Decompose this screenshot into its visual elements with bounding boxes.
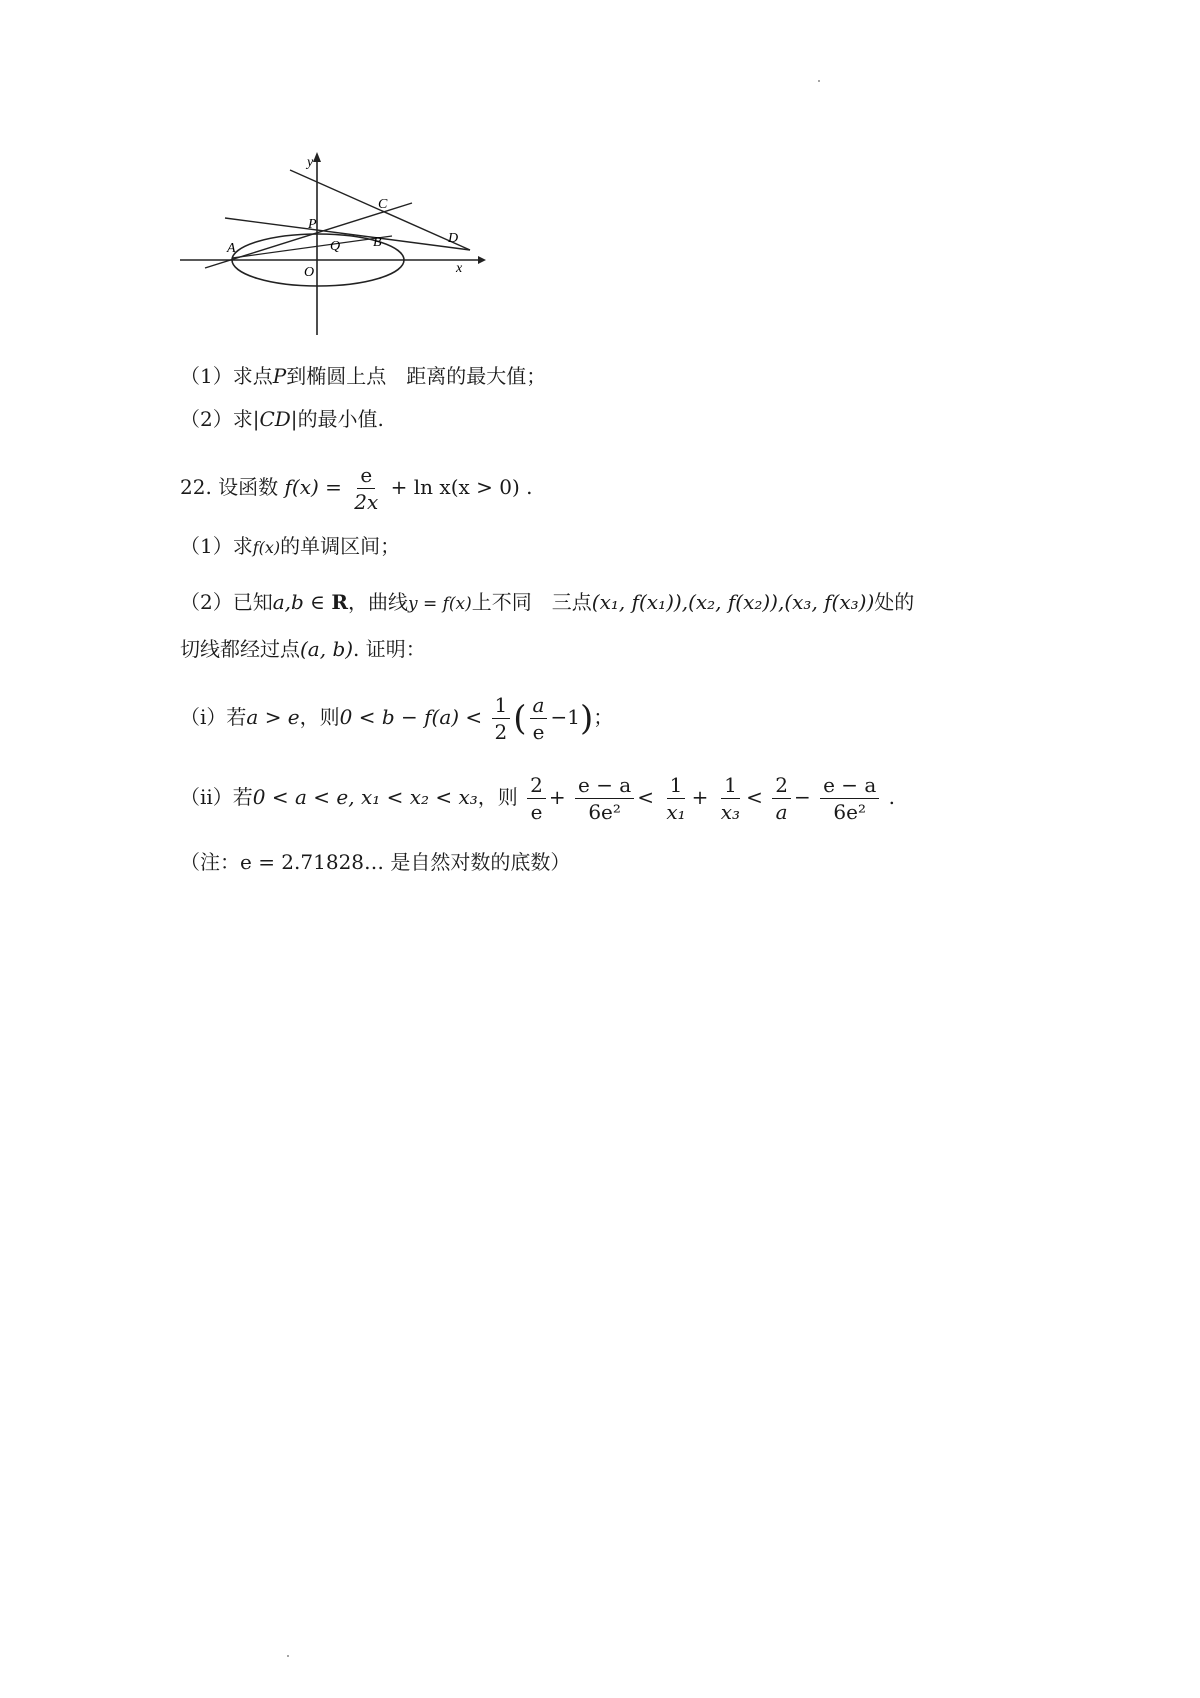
ellipse-figure-svg: [180, 140, 540, 350]
ellipse-figure: [180, 140, 540, 350]
q21-part1: （1）求点P到椭圆上点 距离的最大值；: [180, 364, 547, 388]
speck-top: [818, 80, 820, 82]
label-q: Q: [330, 239, 341, 254]
fraction: $\frac{a}{e}$: [530, 692, 548, 745]
q22-part2-line1: （2）已知a,b ∈ R，曲线y = f(x)上不同 三点(x₁, f(x₁)),(x₂, f(x₂)),(x₃, f(x₃))处的: [180, 590, 915, 614]
fraction: $\frac{2}{a}$: [772, 772, 791, 825]
q22-sub2: （ⅱ）若0 < a < e, x₁ < x₂ < x₃，则 $\frac{2}{e}$ + $\frac{e - a}{\text{6e²}}$ < $\frac{1}{\text{x₁}}$ + $\frac{1}{\text{x₃}}$ < $\frac{2}{a}$ − $\frac{e - a}{\text{6e²}}$ .: [180, 773, 896, 824]
q22-part2-line2: 切线都经过点(a, b). 证明：: [180, 637, 426, 661]
fraction: $\frac{2}{e}$: [527, 772, 546, 825]
label-o: O: [304, 265, 315, 280]
label-x: x: [456, 261, 463, 276]
label-c: C: [378, 197, 388, 212]
label-p: P: [308, 217, 317, 232]
speck-bottom: [287, 1655, 289, 1657]
fraction: $\frac{e - a}{\text{6e²}}$: [575, 772, 634, 825]
label-y: y: [307, 155, 314, 170]
fraction: $\frac{1}{2}$: [492, 692, 511, 745]
fraction: $\frac{e}{2x}$: [354, 463, 379, 514]
label-a: A: [227, 241, 236, 256]
q22-stem: 22. 设函数 f(x) = $\frac{e}{2x}$ + ln x(x > 0) .: [180, 463, 533, 514]
x-axis-arrow: [478, 256, 486, 264]
chord-ab: [232, 236, 392, 258]
q22-part1: （1）求f(x)的单调区间；: [180, 534, 401, 558]
fraction: $\frac{e - a}{\text{6e²}}$: [820, 772, 879, 825]
fraction: $\frac{1}{\text{x₃}}$: [720, 773, 741, 824]
q21-part2: （2）求|CD|的最小值.: [180, 407, 384, 431]
q22-note: （注：e = 2.71828… 是自然对数的底数）: [180, 850, 571, 874]
label-b: B: [373, 235, 382, 250]
y-axis-arrow: [313, 152, 321, 162]
q22-sub1: （ⅰ）若a > e，则0 < b − f(a) < $\frac{1}{2}$ ( $\frac{a}{e}$ −1)；: [180, 693, 614, 744]
fraction: $\frac{1}{\text{x₁}}$: [666, 773, 686, 824]
label-d: D: [448, 231, 459, 246]
